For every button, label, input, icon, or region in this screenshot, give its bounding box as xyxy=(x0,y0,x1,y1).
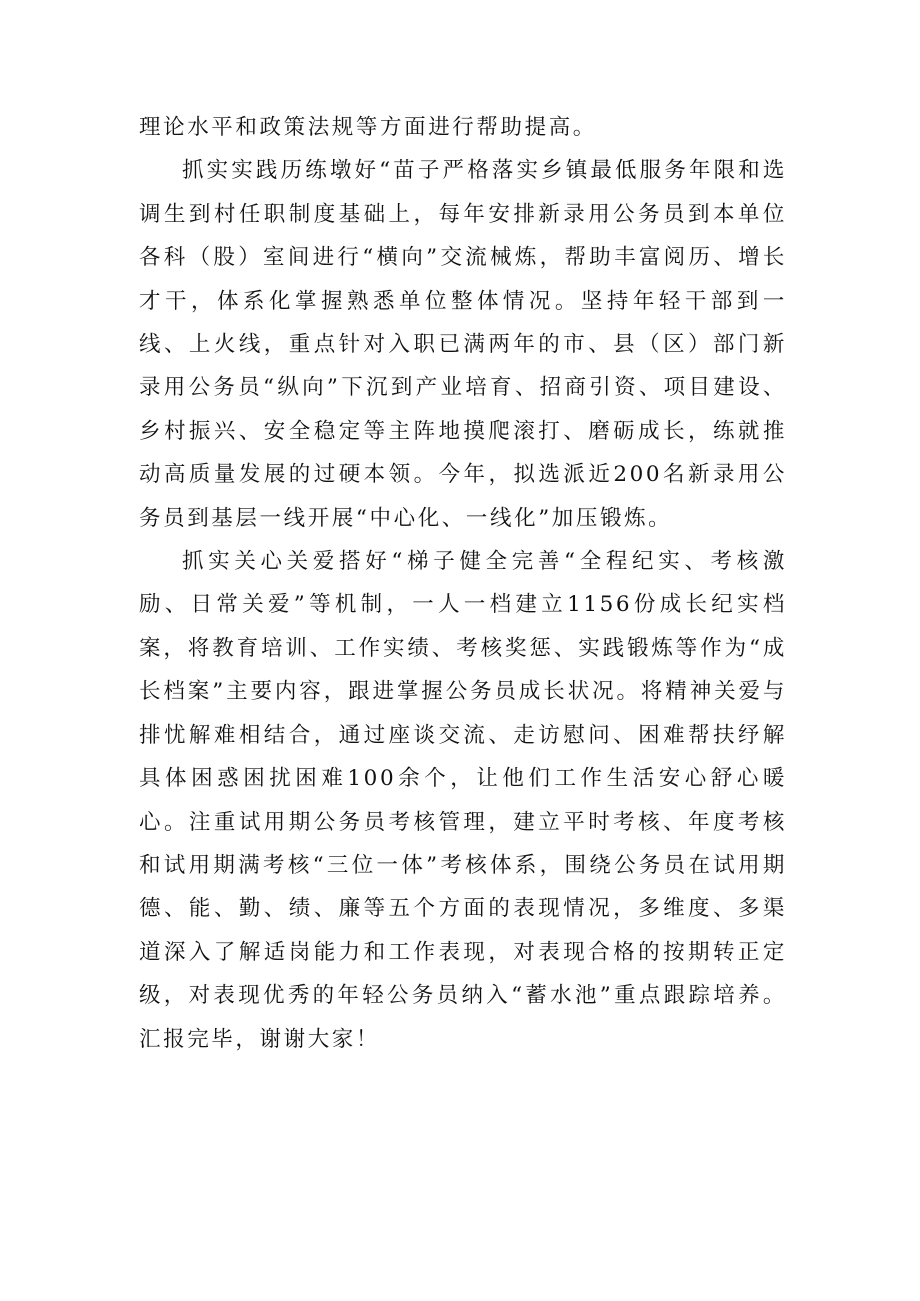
paragraph-practice-training: 抓实实践历练墩好“苗子严格落实乡镇最低服务年限和选调生到村任职制度基础上，每年安排新录用公务员到本单位各科（股）室间进行“横向”交流械炼，帮助丰富阅历、增长才干，体系化掌握熟悉单位整体情况。坚持年轻干部到一线、上火线，重点针对入职已满两年的市、县（区）部门新录用公务员“纵向”下沉到产业培育、招商引资、项目建设、乡村振兴、安全稳定等主阵地摸爬滚打、磨砺成长，练就推动高质量发展的过硬本领。今年，拟选派近200名新录用公务员到基层一线开展“中心化、一线化”加压锻炼。 xyxy=(139,158,787,531)
paragraph-care-and-concern: 抓实关心关爱搭好“梯子健全完善“全程纪实、考核激励、日常关爱”等机制，一人一档建立1156份成长纪实档案，将教育培训、工作实绩、考核奖惩、实践锻炼等作为“成长档案”主要内容，跟进掌握公务员成长状况。将精神关爱与排忧解难相结合，通过座谈交流、走访慰问、困难帮扶纾解具体困惑困扰困难100余个，让他们工作生活安心舒心暖心。注重试用期公务员考核管理，建立平时考核、年度考核和试用期满考核“三位一体”考核体系，围绕公务员在试用期德、能、勤、绩、廉等五个方面的表现情况，多维度、多渠道深入了解适岗能力和工作表现，对表现合格的按期转正定级，对表现优秀的年轻公务员纳入“蓄水池”重点跟踪培养。汇报完毕，谢谢大家！ xyxy=(139,549,787,1052)
document-body xyxy=(139,106,787,1061)
paragraph-continuation: 理论水平和政策法规等方面进行帮助提高。 xyxy=(139,115,597,140)
